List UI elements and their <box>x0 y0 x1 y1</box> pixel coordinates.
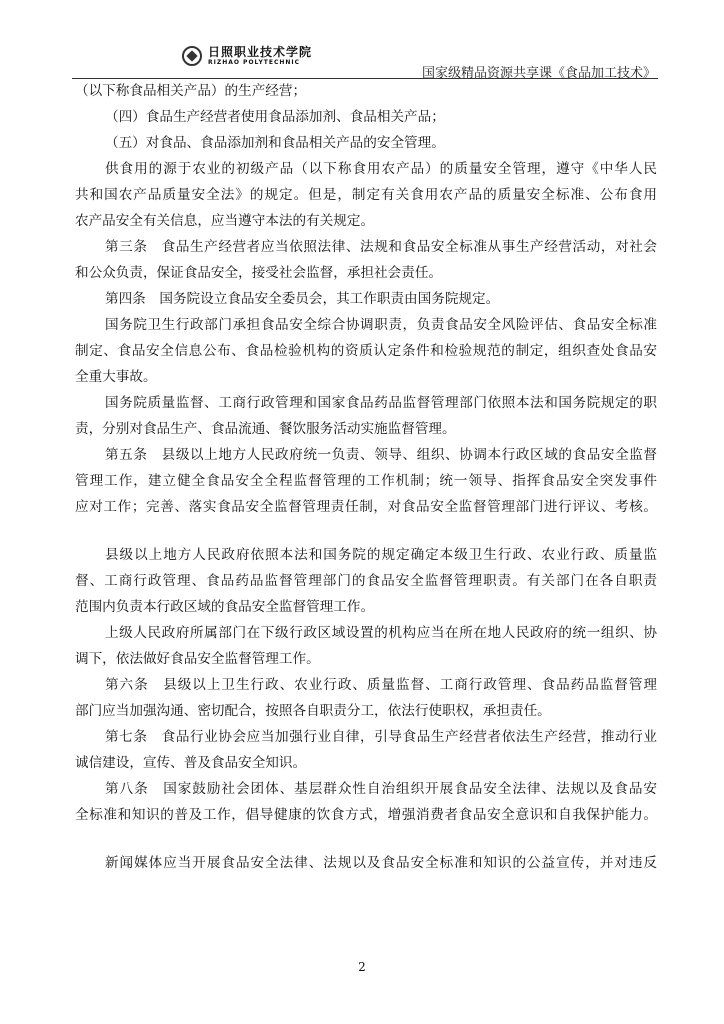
paragraph-gap <box>75 520 657 542</box>
text-line: 诚信建设，宣传、普及食品安全知识。 <box>75 755 307 771</box>
text-line: （以下称食品相关产品）的生产经营； <box>75 83 307 99</box>
article-3-line: 第三条 食品生产经营者应当依照法律、法规和食品安全标准从事生产经营活动，对社会 <box>105 239 657 255</box>
page-header <box>72 40 658 80</box>
text-line: 责，分别对食品生产、食品流通、餐饮服务活动实施监督管理。 <box>75 421 456 437</box>
text-line: 督、工商行政管理、食品药品监督管理部门的食品安全监督管理职责。有关部门在各自职责 <box>75 573 657 589</box>
logo-chinese-name: 日照职业技术学院 <box>208 45 313 59</box>
text-line: 全重大事故。 <box>75 369 157 385</box>
school-emblem-icon <box>182 46 202 66</box>
logo-english-name: RIZHAO POLYTECHNIC <box>208 59 301 66</box>
text-line: 管理工作，建立健全食品安全全程监督管理的工作机制；统一领导、指挥食品安全突发事件 <box>75 473 657 489</box>
article-4-line: 第四条 国务院设立食品安全委员会，其工作职责由国务院规定。 <box>105 291 500 307</box>
text-line: 应对工作；完善、落实食品安全监督管理责任制，对食品安全监督管理部门进行评议、考核。 <box>75 499 657 515</box>
text-line: 全标准和知识的普及工作，倡导健康的饮食方式，增强消费者食品安全意识和自我保护能力。 <box>75 807 657 823</box>
article-8-line: 第八条 国家鼓励社会团体、基层群众性自治组织开展食品安全法律、法规以及食品安 <box>105 781 657 797</box>
text-line: 供食用的源于农业的初级产品（以下称食用农产品）的质量安全管理，遵守《中华人民 <box>105 161 657 177</box>
paragraph-gap <box>75 828 657 850</box>
text-line: 县级以上地方人民政府依照本法和国务院的规定确定本级卫生行政、农业行政、质量监 <box>105 547 657 563</box>
text-line: 新闻媒体应当开展食品安全法律、法规以及食品安全标准和知识的公益宣传，并对违反 <box>105 855 657 871</box>
text-line: （四）食品生产经营者使用食品添加剂、食品相关产品； <box>105 109 445 125</box>
text-line: （五）对食品、食品添加剂和食品相关产品的安全管理。 <box>105 135 445 151</box>
text-line: 农产品安全有关信息，应当遵守本法的有关规定。 <box>75 213 375 229</box>
page-number: 2 <box>358 960 366 974</box>
text-line: 和公众负责，保证食品安全，接受社会监督，承担社会责任。 <box>75 265 443 281</box>
text-line: 共和国农产品质量安全法》的规定。但是，制定有关食用农产品的质量安全标准、公布食用 <box>75 187 657 203</box>
text-line: 上级人民政府所属部门在下级行政区域设置的机构应当在所在地人民政府的统一组织、协 <box>105 625 657 641</box>
text-line: 范围内负责本行政区域的食品安全监督管理工作。 <box>75 599 375 615</box>
text-line: 国务院质量监督、工商行政管理和国家食品药品监督管理部门依照本法和国务院规定的职 <box>105 395 657 411</box>
article-5-line: 第五条 县级以上地方人民政府统一负责、领导、组织、协调本行政区域的食品安全监督 <box>105 447 657 463</box>
text-line: 制定、食品安全信息公布、食品检验机构的资质认定条件和检验规范的制定，组织查处食品安 <box>75 343 657 359</box>
text-line: 调下，依法做好食品安全监督管理工作。 <box>75 651 320 667</box>
school-logo <box>182 46 312 66</box>
text-line: 国务院卫生行政部门承担食品安全综合协调职责，负责食品安全风险评估、食品安全标准 <box>105 317 657 333</box>
document-body <box>75 78 657 876</box>
article-6-line: 第六条 县级以上卫生行政、农业行政、质量监督、工商行政管理、食品药品监督管理 <box>105 677 657 693</box>
course-title: 国家级精品资源共享课《食品加工技术》 <box>421 66 656 81</box>
article-7-line: 第七条 食品行业协会应当加强行业自律，引导食品生产经营者依法生产经营，推动行业 <box>105 729 657 745</box>
text-line: 部门应当加强沟通、密切配合，按照各自职责分工，依法行使职权，承担责任。 <box>75 703 551 719</box>
